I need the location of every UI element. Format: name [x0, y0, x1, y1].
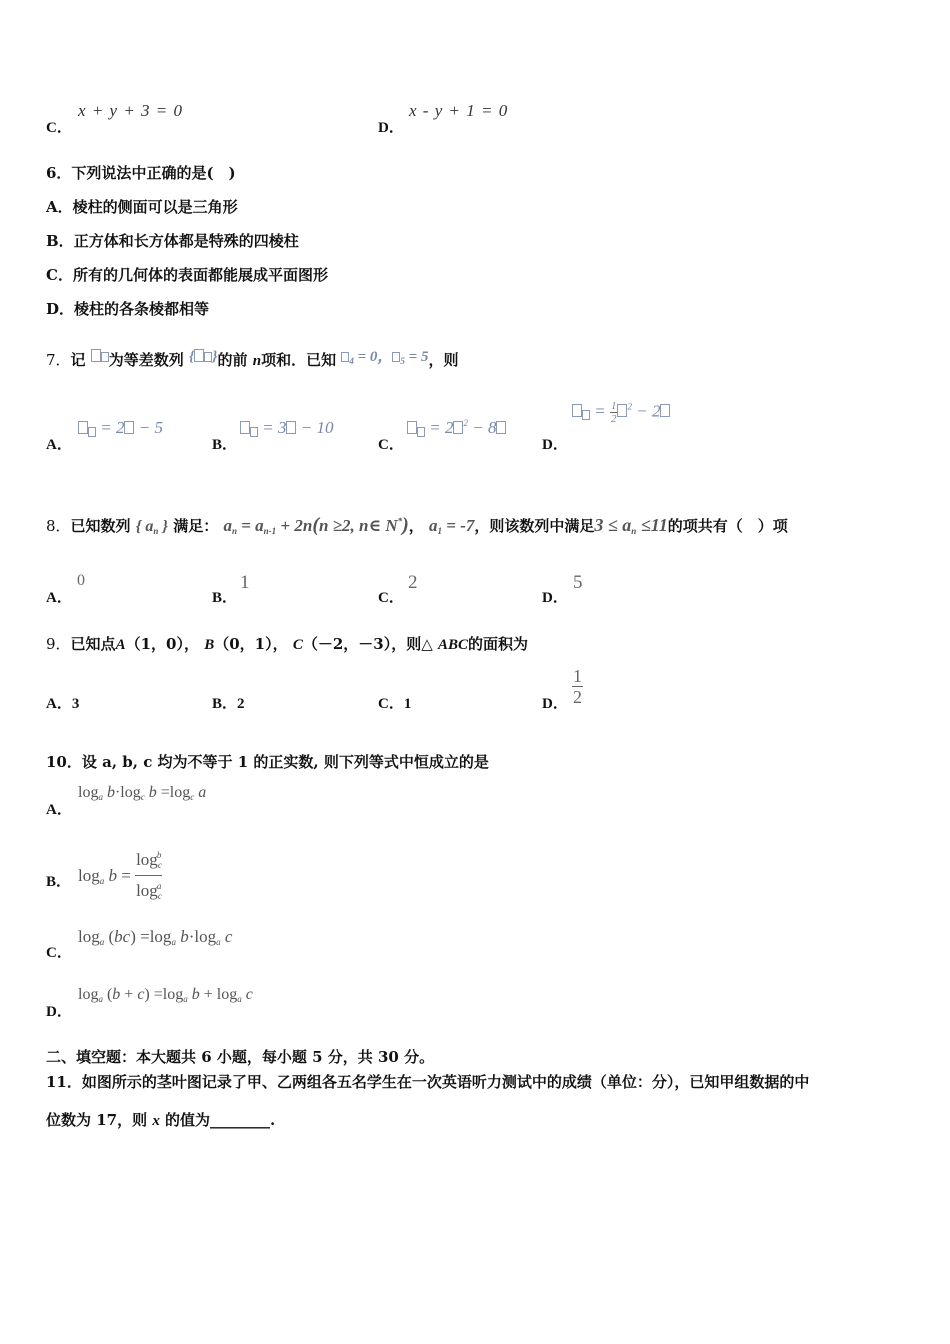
- q11-line1: 11．如图所示的茎叶图记录了甲、乙两组各五名学生在一次英语听力测试中的成绩（单位：分），已知甲组数据的中: [46, 1073, 810, 1091]
- q5-option-d-label: D．: [378, 120, 404, 136]
- q10-stem: 10．设 a, b, c 均为不等于 1 的正实数, 则下列等式中恒成立的是: [46, 753, 489, 771]
- q8-stem: 8．已知数列 { $a_n$ } 满足： $a_n = a_{n-1} + 2n(n \ge 2$, n∈ N*)， $a_1 = -7$，则该数列中满足$3 \le a_n \le 11$的项共有（ ）项: [46, 514, 788, 536]
- q7-option-d-math: = $\frac{1}{2}$ $^2$ − 2: [572, 400, 670, 425]
- q8-recurrence: $a_n = a_{n-1} + 2n(n \ge 2$, n∈ N*): [223, 514, 409, 536]
- q7-stem: 7．记 为等差数列 { }的前 n项和．已知 $_4$ = 0， $_5$ = 5，则: [46, 349, 459, 369]
- q7-option-a-math: = 2 − 5: [78, 418, 163, 438]
- q8-a1: $a_1 = -7$: [429, 516, 475, 536]
- q7-option-b-math: = 3 − 10: [240, 418, 333, 438]
- q9-option-d-fraction: $\frac{1}{2}$: [573, 666, 582, 707]
- q8-option-d-value: 5: [573, 572, 583, 593]
- q9-option-b: B．2: [212, 696, 245, 712]
- q5-option-c-math: x + y + 3 = 0: [78, 101, 184, 120]
- q8-inequality: $3 \le a_n \le 11$: [594, 515, 668, 536]
- q9-option-d-label: D．: [542, 696, 568, 712]
- q8-option-a-value: 0: [77, 572, 85, 589]
- q7-condition: $_4$ = 0， $_5$ = 5: [341, 349, 428, 365]
- q7-an-symbol: { }: [189, 349, 218, 365]
- q5-option-d-math: x - y + 1 = 0: [409, 101, 509, 120]
- q9-stem: 9．已知点A（1，0）， B（0，1）， C（－2，－3），则△ ABC的面积为: [46, 635, 529, 653]
- q8-option-c-label: C．: [378, 590, 404, 606]
- q7-option-b-label: B．: [212, 437, 238, 453]
- q10-option-d-math: $\log_a (b + c) =\log_a$ $b + \log_a c$: [78, 986, 253, 1004]
- q5-option-c-label: C．: [46, 120, 72, 136]
- q7-option-a-label: A．: [46, 437, 72, 453]
- q6-option-d: D．棱柱的各条棱都相等: [46, 300, 210, 318]
- q10-option-c-math: $\log_a (bc) =\log_a$ $b\cdot\log_a$ c: [78, 927, 233, 947]
- q8-seq-symbol: { $a_n$ }: [135, 518, 168, 536]
- q7-option-d-label: D．: [542, 437, 568, 453]
- q9-option-c: C．1: [378, 696, 412, 712]
- q9-option-a: A．3: [46, 696, 80, 712]
- q10-option-b-math: $\log_a b$ = $\frac{\log_c^b}{\log_c^a}$: [78, 845, 162, 906]
- q6-option-b: B．正方体和长方体都是特殊的四棱柱: [46, 232, 299, 250]
- q8-option-b-value: 1: [240, 572, 250, 593]
- q8-option-c-value: 2: [408, 572, 418, 593]
- section2-title: 二、填空题：本大题共 6 小题，每小题 5 分，共 30 分。: [46, 1048, 435, 1066]
- q10-option-d-label: D．: [46, 1004, 72, 1020]
- q7-option-c-label: C．: [378, 437, 404, 453]
- q11-line2: 位数为 17，则 x 的值为________.: [46, 1111, 276, 1129]
- q10-option-a-label: A．: [46, 802, 72, 818]
- q10-option-c-label: C．: [46, 945, 72, 961]
- q10-option-a-math: $\log_a b\cdot\log_c$ $b =\log_c$ a: [78, 784, 207, 802]
- q6-stem: 6．下列说法中正确的是( ): [46, 164, 236, 182]
- q6-option-a: A．棱柱的侧面可以是三角形: [46, 198, 238, 216]
- q7-option-c-math: = 2 $^2$ − 8: [407, 418, 506, 438]
- q6-option-c: C．所有的几何体的表面都能展成平面图形: [46, 266, 328, 284]
- q7-Sn-symbol: [91, 349, 109, 365]
- q8-option-a-label: A．: [46, 590, 72, 606]
- q10-option-b-label: B．: [46, 874, 72, 890]
- q8-option-d-label: D．: [542, 590, 568, 606]
- q8-option-b-label: B．: [212, 590, 238, 606]
